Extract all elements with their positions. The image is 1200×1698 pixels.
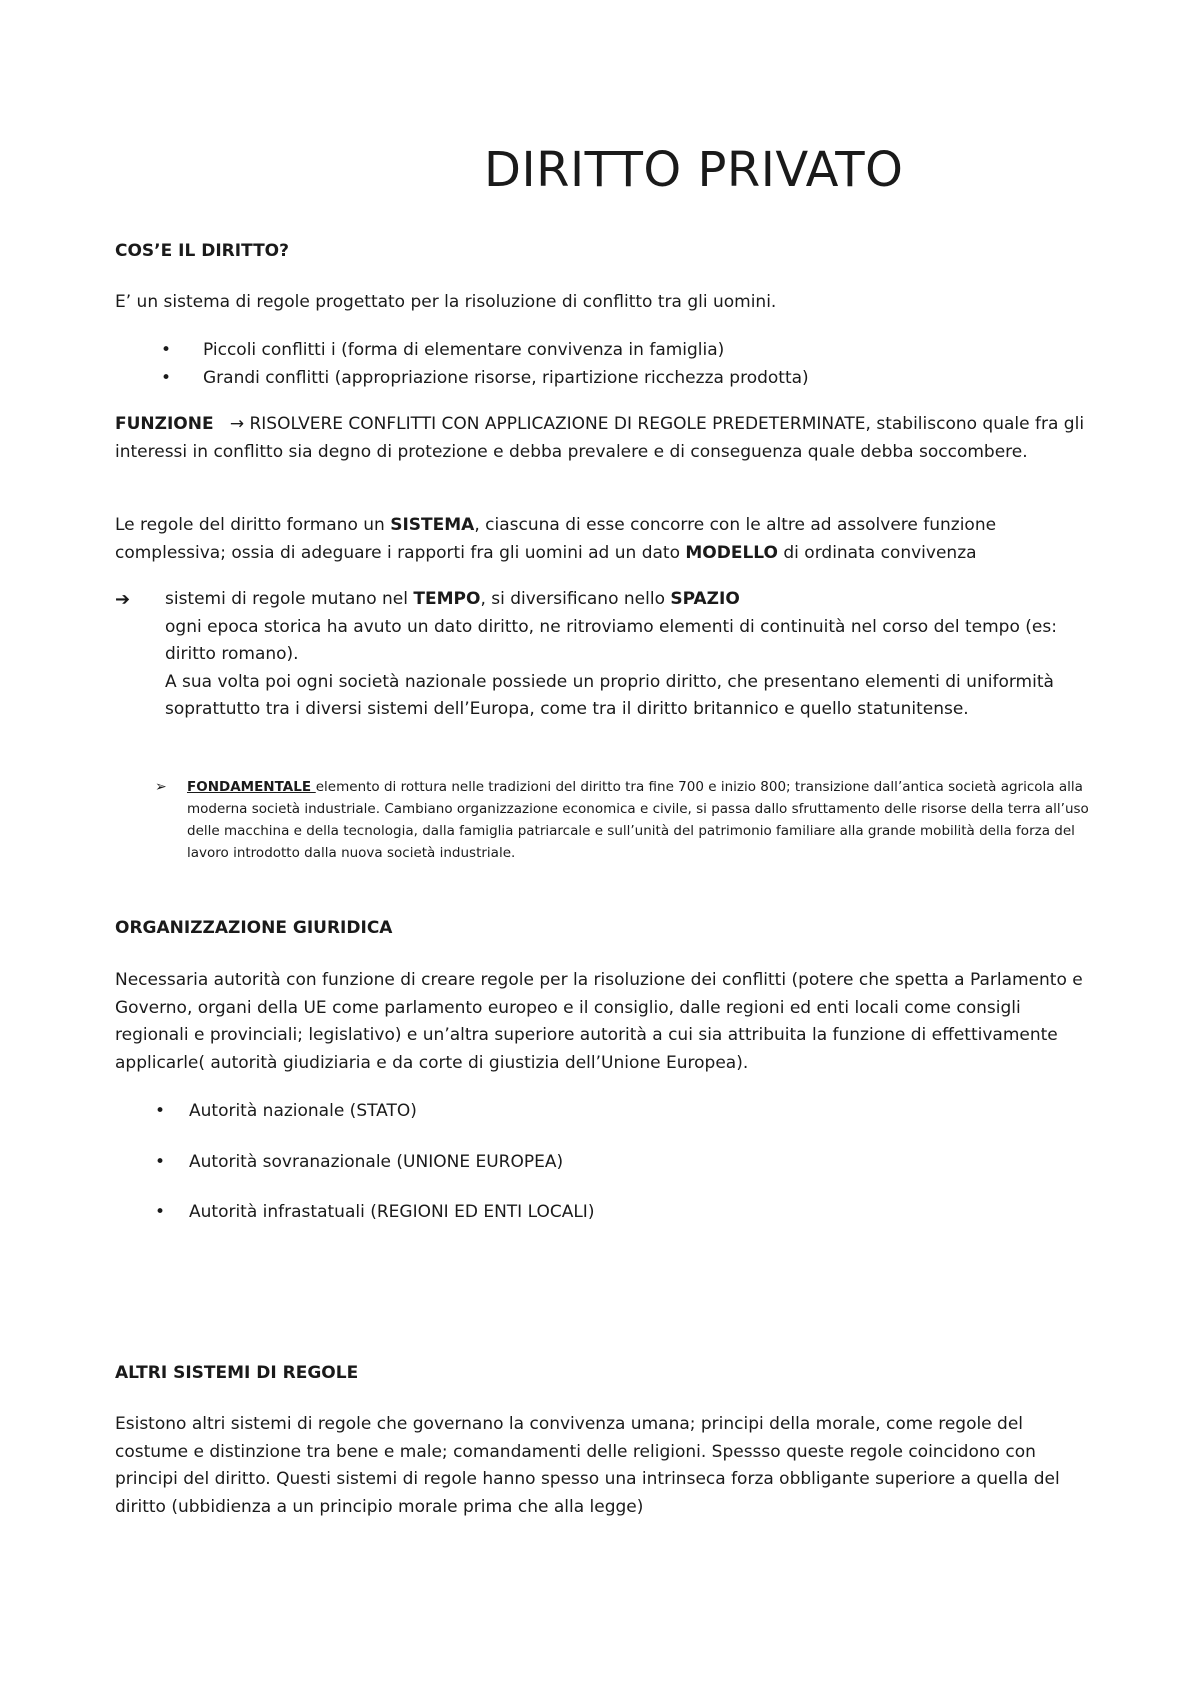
list-item [115, 365, 1090, 393]
bullet-icon: • [155, 1151, 166, 1172]
section-altri-sistemi [115, 1360, 1090, 1388]
sistema-paragraph [115, 512, 1090, 567]
list-item [115, 1098, 1090, 1126]
list-item [115, 337, 1090, 365]
heavy-arrow-icon: ➔ [115, 589, 131, 610]
emphasis-spazio: SPAZIO [670, 589, 740, 609]
paragraph: Necessaria autorità con funzione di creare regole per la risoluzione dei conflitti (potere che spetta a Parlamento e Governo, organi della UE come parlamento europeo e il consiglio, dalle regioni ed enti locali come consigli regionali e provinciali; legislativo) e un’altra superiore autorità a cui sia attribuita la funzione di effettivamente applicarle( autorità giudiziaria e da corte di giustizia dell’Unione Europea). [115, 970, 1083, 1073]
section-cos-e-il-diritto [115, 238, 1090, 266]
text-run: di ordinata convivenza [777, 542, 977, 563]
text-run: , ciascuna di esse concorre con le altre ad assolvere funzione complessiva; ossia di adeguare i rapporti fra gli uomini ad un dato [115, 515, 997, 563]
arrowhead-icon: ➢ [155, 779, 167, 795]
section-heading: ORGANIZZAZIONE GIURIDICA [115, 918, 393, 938]
small-list-item [115, 776, 1090, 864]
fondamentale-label: FONDAMENTALE [187, 779, 316, 795]
list-item-text: Autorità infrastatuali (REGIONI ED ENTI LOCALI) [189, 1202, 595, 1222]
emphasis-tempo: TEMPO [413, 589, 481, 609]
bullet-icon: • [155, 1101, 166, 1121]
paragraph: E’ un sistema di regole progettato per la risoluzione di conflitto tra gli uomini. [115, 292, 777, 312]
organizzazione-paragraph [115, 967, 1090, 1077]
funzione-paragraph [115, 411, 1090, 466]
bullet-icon: • [161, 367, 172, 388]
section-heading: ALTRI SISTEMI DI REGOLE [115, 1363, 359, 1383]
paragraph [115, 411, 1090, 466]
paragraph: ogni epoca storica ha avuto un dato diritto, ne ritroviamo elementi di continuità nel corso del tempo (es: diritto romano). [165, 616, 1057, 664]
arrow-list [115, 586, 1090, 724]
bullet-icon: • [155, 1202, 166, 1222]
emphasis-sistema: SISTEMA [390, 515, 475, 535]
text-run: , si diversificano nello [480, 589, 671, 609]
list-item-text: Autorità sovranazionale (UNIONE EUROPEA) [189, 1151, 564, 1172]
list-item-text: Piccoli conflitti i (forma di elementare convivenza in famiglia) [203, 340, 725, 360]
page-title: DIRITTO PRIVATO [484, 142, 904, 198]
altri-sistemi-paragraph [115, 1411, 1090, 1521]
section-heading: COS’E IL DIRITTO? [115, 241, 289, 261]
list-item [115, 1149, 1090, 1177]
fondamentale-text: elemento di rottura nelle tradizioni del diritto tra fine 700 e inizio 800; transizione dall’antica società agricola alla moderna società industriale. Cambiano organizzazione economica e civile, si passa dallo sfruttamento delle risorse della terra all’uso delle macchina e della tecnologia, dalla famiglia patriarcale e sull’unità del patrimonio familiare alla grande mobilità della forza del lavoro introdotto dalla nuova società industriale. [187, 779, 1089, 861]
list-item-text: Grandi conflitti (appropriazione risorse, ripartizione ricchezza prodotta) [203, 367, 809, 388]
list-item [115, 1199, 1090, 1227]
text-run: Le regole del diritto formano un [115, 515, 391, 535]
arrow-list-item [115, 586, 1090, 724]
paragraph [115, 512, 1090, 567]
funzione-text: RISOLVERE CONFLITTI CON APPLICAZIONE DI REGOLE PREDETERMINATE, stabiliscono quale fra gli interessi in conflitto sia degno di protezione e debba prevalere e di conseguenza quale debba soccombere. [115, 414, 1085, 462]
bullet-list [115, 337, 1090, 392]
paragraph: A sua volta poi ogni società nazionale possiede un proprio diritto, che presentano elementi di uniformità soprattutto tra i diversi sistemi dell’Europa, come tra il diritto britannico e quello statunitense. [165, 671, 1054, 719]
paragraph [165, 586, 1090, 614]
section-organizzazione-giuridica [115, 915, 1090, 943]
intro-paragraph [115, 289, 1090, 317]
list-item-text: Autorità nazionale (STATO) [189, 1101, 417, 1121]
funzione-label: FUNZIONE [115, 414, 214, 434]
text-run: sistemi di regole mutano nel [165, 589, 414, 609]
arrow-right-icon: → [229, 414, 245, 434]
small-arrow-list [115, 776, 1090, 864]
paragraph [187, 776, 1090, 864]
authority-list [115, 1098, 1090, 1250]
emphasis-modello: MODELLO [685, 542, 778, 563]
bullet-icon: • [161, 340, 172, 360]
paragraph: Esistono altri sistemi di regole che governano la convivenza umana; principi della morale, come regole del costume e distinzione tra bene e male; comandamenti delle religioni. Spessso queste regole coincidono con principi del diritto. Questi sistemi di regole hanno spesso una intrinseca forza obbligante superiore a quella del diritto (ubbidienza a un principio morale prima che alla legge) [115, 1414, 1060, 1517]
